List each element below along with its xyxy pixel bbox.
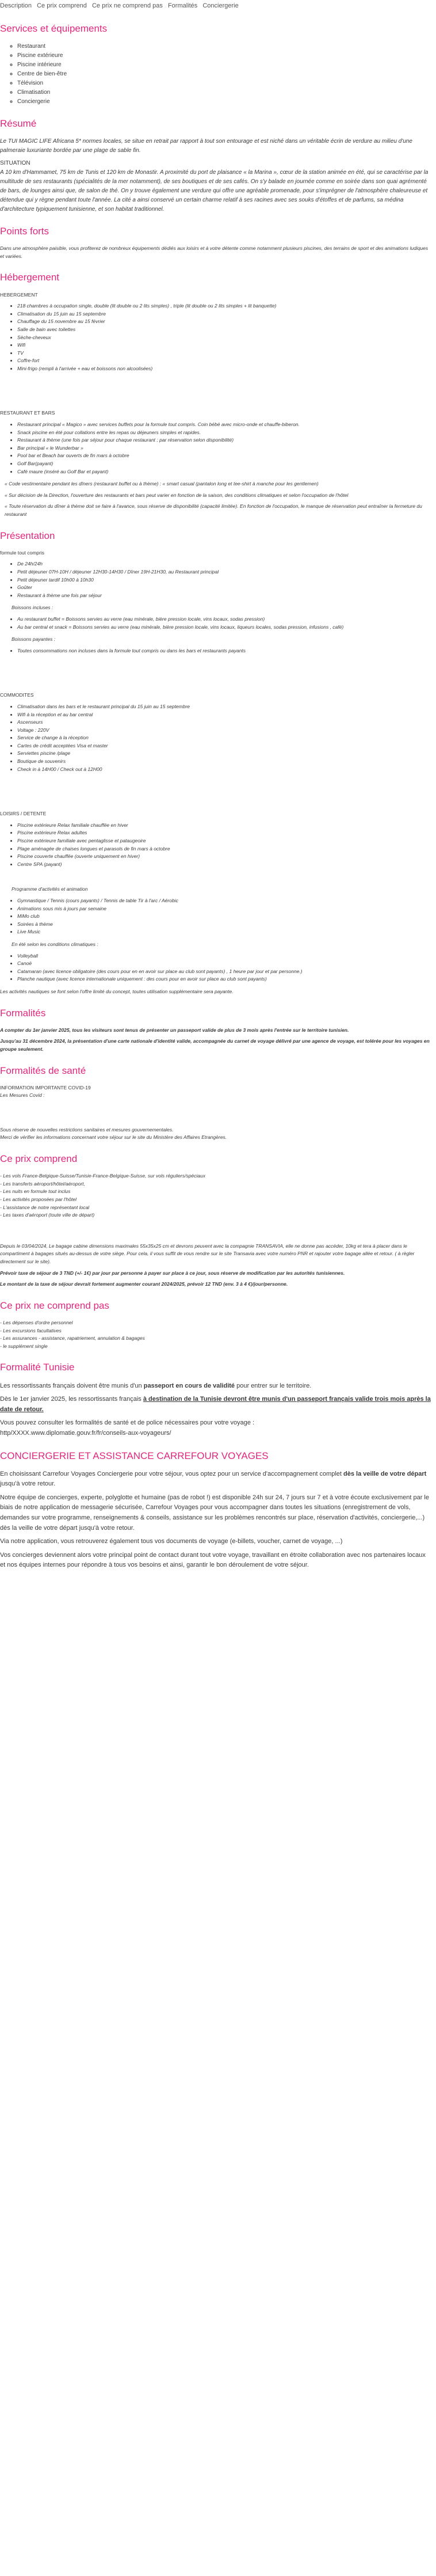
list-item: • Sèche-cheveux	[17, 334, 431, 342]
dress-code-note: « Code vestimentaire pendant les dîners (restaurant buffet ou à thème) : « smart casual (pantalon long et tee-shirt à manche pour les gentlemen)	[5, 481, 319, 487]
list-item: • Plage aménagée de chaises longues et parasols de fin mars à octobre	[17, 845, 431, 853]
list-item: ◦ Restaurant	[17, 42, 431, 51]
list-item: • Restaurant à thème (une fois par séjour pour chaque restaurant ; par réservation selon disponibilité)	[17, 436, 431, 444]
list-item: • Wifi à la réception et au bar central	[17, 711, 431, 719]
list-item: • De 24h/24h	[17, 560, 431, 568]
hebergement-title: Hébergement	[0, 272, 60, 283]
spacer	[0, 873, 431, 886]
tunisie-p2	[0, 1395, 431, 1415]
list-item: • Pool bar et Beach bar ouverts de fin mars à octobre	[17, 452, 431, 460]
tab-bar	[0, 0, 431, 15]
list-item: - Les transferts aéroport/hôtel/aéroport,	[0, 1180, 85, 1187]
conciergerie-p1-pre: En choisissant Carrefour Voyages Conciergerie pour votre séjour, vous optez pour un service d'accompagnement complet	[0, 1470, 344, 1477]
services-list	[0, 42, 431, 107]
covid-measures: Les Mesures Covid :	[0, 1092, 45, 1099]
list-item: • TV	[17, 349, 431, 358]
list-item: • Toutes consommations non incluses dans la formule tout compris ou dans les bars et restaurants payants	[17, 647, 431, 655]
conciergerie-p3: Via notre application, vous retrouverez également tous vos documents de voyage (e-billets, voucher, carnet de voyage, ...)	[0, 1538, 343, 1545]
list-item: • Piscine couverte chauffée (ouverte uniquement en hiver)	[17, 853, 431, 861]
program-list	[0, 897, 431, 936]
situation-text: A 10 km d'Hammamet, 75 km de Tunis et 120 km de Monastir. A proximité du port de plaisance « la Marina », cœur de la station animée en été, qui se caractérise par la multitude de ses restaurants (spécialités de la mer notamment), de ses boutiques et de ses cafés. On s'y balade en journée comme en soirée dans son quai agrémenté de bars, de lounges ainsi que, de salon de thé. On y trouve également une verdure qui offre une agréable promenade, pour s'imprégner de l'atmosphère chaleureuse et détendue qui y règne pendant toute l'année. La cité a ainsi conservé un certain charme relatif à ses racines avec ses souks d'étoffes et de parfums, sa médina d'architecture typiquement tunisienne, et son habitat traditionnel.	[0, 169, 429, 212]
formalites-p1: A compter du 1er janvier 2025, tous les visiteurs sont tenus de présenter un passeport valide de plus de 3 mois après l'entrée sur le territoire tunisien.	[0, 1027, 349, 1033]
conciergerie-p2: Notre équipe de concierges, experte, polyglotte et humaine (pas de robot !) est disponible 24h sur 24, 7 jours sur 7 et à votre écoute exclusivement par le biais de notre application de messagerie sécurisée, Carrefour Voyages pour vous accompagner dans toutes les situations (enregistrement de vols, demandes sur votre programme, renseignements & conseils, assistance sur les problèmes rencontrés sur place, réservation d'activités, conciergerie,...) dès la veille de votre départ jusqu'à votre retour.	[0, 1494, 429, 1532]
list-item: • Mini-frigo (rempli à l'arrivée + eau et boissons non alcoolisées)	[17, 365, 431, 373]
list-item: • MiMo club	[17, 913, 431, 921]
covid-check: Merci de vérifier les informations concernant votre séjour sur le site du Ministère des Affaires Etrangères.	[0, 1134, 227, 1141]
tunisie-p1-pre: Les ressortissants français doivent être munis d'un	[0, 1382, 144, 1389]
list-item: • Restaurant à thème une fois par séjour	[17, 592, 431, 600]
list-item: - Les nuits en formule tout inclus	[0, 1188, 71, 1195]
list-item: • Wifi	[17, 341, 431, 349]
resume-title: Résumé	[0, 117, 37, 129]
points-forts-title: Points forts	[0, 225, 49, 237]
conciergerie-p1-bold: dès la veille de votre départ	[343, 1470, 427, 1477]
excludes-list	[0, 1319, 431, 1350]
program-label: Programme d'activités et animation	[12, 886, 88, 892]
hebergement-label: HEBERGEMENT	[0, 291, 38, 298]
conciergerie-title: CONCIERGERIE ET ASSISTANCE CARREFOUR VOYAGES	[0, 1450, 269, 1461]
list-item: • Canoë	[17, 960, 431, 968]
list-item: - Les activités proposées par l'hôtel	[0, 1196, 77, 1203]
covid-reserve: Sous réserve de nouvelles restrictions sanitaires et mesures gouvernementales.	[0, 1126, 174, 1133]
tunisie-p3: Vous pouvez consulter les formalités de santé et de police nécessaires pour votre voyage :	[0, 1419, 255, 1427]
list-item: • Bar principal « le Wunderbar »	[17, 444, 431, 453]
spacer	[0, 1103, 431, 1126]
tab-description[interactable]: Description	[0, 2, 32, 9]
tunisie-p1	[0, 1381, 431, 1392]
tab-conciergerie[interactable]: Conciergerie	[202, 2, 239, 9]
tab-formalites[interactable]: Formalités	[167, 2, 198, 9]
list-item: • Au restaurant buffet = Boissons servies au verre (eau minérale, bière pression locale, vins locaux, sodas pression)	[17, 615, 431, 624]
list-item: - le supplément single	[0, 1343, 48, 1349]
tunisie-link[interactable]: http/XXXX.www.diplomatie.gouv.fr/fr/conseils-aux-voyageurs/	[0, 1429, 171, 1437]
paying-label: Boissons payantes :	[12, 636, 56, 643]
list-item: - L'assistance de notre représentant local	[0, 1204, 90, 1210]
restaurants-label: RESTAURANT ET BARS	[0, 410, 55, 416]
presentation-title: Présentation	[0, 530, 55, 541]
tax-note-2: Le montant de la taxe de séjour devrait fortement augmenter courant 2024/2025, prévoir 12 TND (env. 3 à 4 €)/jour/personne.	[0, 1281, 288, 1287]
spacer	[0, 1219, 431, 1243]
list-item: • Serviettes piscine /plage	[17, 750, 431, 758]
list-item: • Check in à 14H00 / Check out à 12H00	[17, 766, 431, 774]
list-item: - Les vols France-Belgique-Suisse/Tunisie-France-Belgique-Suisse, sur vols réguliers/spéciaux	[0, 1173, 205, 1179]
list-item: • Service de change à la réception	[17, 734, 431, 742]
list-item: • Live Music	[17, 928, 431, 936]
list-item: • Catamaran (avec licence obligatoire (des cours pour en en avoir sur place au club sont payants) , 1 heure par jour et par personne.)	[17, 968, 431, 976]
list-item: - Les assurances - assistance, rapatriement, annulation & bagages	[0, 1335, 145, 1342]
list-item: • Piscine extérieure familiale avec pentaglisse et pataugeoire	[17, 837, 431, 845]
conciergerie-p1	[0, 1469, 431, 1490]
services-title: Services et équipements	[0, 22, 108, 34]
spacer	[0, 659, 431, 692]
tunisie-p2-bold: à destination de la Tunisie devront être munis d'un passeport français valide trois mois après la date de retour.	[0, 1396, 431, 1413]
list-item: • Gymnastique / Tennis (cours payants) / Tennis de table Tir à l'arc / Aérobic	[17, 897, 431, 905]
tab-includes[interactable]: Ce prix comprend	[37, 2, 87, 9]
loisirs-label: LOISIRS / DETENTE	[0, 811, 47, 817]
hebergement-list	[0, 302, 431, 373]
list-item: ◦ Climatisation	[17, 88, 431, 97]
formalite-tunisie-title: Formalité Tunisie	[0, 1362, 75, 1373]
points-forts-text: Dans une atmosphère paisible, vous profiterez de nombreux équipements dédiés aux loisirs et à votre détente comme notamment plusieurs piscines, des terrains de sport et des animations ludiques et variées.	[0, 245, 429, 259]
conciergerie-p1-post: jusqu'à votre retour.	[0, 1480, 56, 1488]
list-item: - Les taxes d'aéroport (toute ville de départ)	[0, 1212, 95, 1218]
spacer	[0, 377, 431, 409]
list-item: - Les dépenses d'ordre personnel	[0, 1319, 73, 1325]
tax-note: Prévoir taxe de séjour de 3 TND (+/- 1€) par jour par personne à payer sur place à ce jour, sous réserve de modification par les autorités tunisiennes.	[0, 1270, 345, 1276]
includes-list	[0, 1172, 431, 1219]
list-item: • Boutique de souvenirs	[17, 758, 431, 766]
tab-excludes[interactable]: Ce prix ne comprend pas	[91, 2, 163, 9]
opening-note: « Sur décision de la Direction, l'ouverture des restaurants et bars peut varier en fonction de la saison, des conditions climatiques et selon l'occupation de l'hôtel	[5, 492, 349, 498]
list-item: • Snack piscine en été pour collations entre les repas ou déjeuners simples et rapides.	[17, 429, 431, 437]
list-item: • Petit déjeuner 07H-10H / déjeuner 12H30-14H30 / Dîner 19H-21H30, au Restaurant principal	[17, 568, 431, 576]
list-item: • Chauffage du 15 novembre au 15 février	[17, 318, 431, 326]
tunisie-p2-pre: Dès le 1er janvier 2025, les ressortissants français	[0, 1396, 143, 1403]
drinks-label: Boissons incluses :	[12, 605, 53, 611]
list-item: • Cartes de crédit acceptées Visa et master	[17, 742, 431, 750]
list-item: • Centre SPA (payant)	[17, 861, 431, 869]
list-item: • Piscine extérieure Relax familiale chauffée en hiver	[17, 822, 431, 830]
list-item: • 218 chambres à occupation single, double (lit double ou 2 lits simples) , triple (lit double ou 2 lits simples + lit banquette)	[17, 302, 431, 310]
commodites-label: COMMODITES	[0, 692, 34, 698]
list-item: • Climatisation du 15 juin au 15 septembre	[17, 310, 431, 318]
conciergerie-p4: Vos concierges deviennent alors votre principal point de contact durant tout votre voyage, travaillant en étroite collaboration avec nos partenaires locaux et nos équipes internes pour répondre à tous vos besoins et ainsi, garantir le bon déroulement de votre séjour.	[0, 1551, 426, 1569]
list-item: • Piscine extérieure Relax adultes	[17, 829, 431, 837]
spacer	[0, 778, 431, 810]
tunisie-p1-post: pour entrer sur le territoire.	[235, 1382, 312, 1389]
list-item: ◦ Piscine intérieure	[17, 60, 431, 70]
list-item: - Les excursions facultatives	[0, 1327, 62, 1333]
list-item: ◦ Télévision	[17, 79, 431, 88]
list-item: • Petit déjeuner tardif 10h00 à 10h30	[17, 576, 431, 584]
list-item: • Ascenseurs	[17, 719, 431, 727]
tunisie-p1-bold: passeport en cours de validité	[143, 1382, 235, 1389]
list-item: • Animations sous mis à jours par semaine	[17, 905, 431, 913]
list-item: • Café maure (inséré au Golf Bar et payant)	[17, 468, 431, 476]
formalites-title: Formalités	[0, 1007, 46, 1019]
summer-list	[0, 952, 431, 983]
list-item: ◦ Piscine extérieure	[17, 51, 431, 60]
list-item: • Voltage : 220V	[17, 727, 431, 735]
excludes-title: Ce prix ne comprend pas	[0, 1300, 109, 1311]
list-item: • Climatisation dans les bars et le restaurant principal du 15 juin au 15 septembre	[17, 703, 431, 711]
restaurants-list	[0, 421, 431, 476]
list-item: • Planche nautique (avec licence internationale uniquement : des cours pour en avoir sur place au club sont payants)	[17, 975, 431, 983]
activities-note: Les activités nautiques se font selon l'offre limité du concept, toutes utilisation supplémentaire sera payante.	[0, 988, 234, 994]
summer-label: En été selon les conditions climatiques :	[12, 941, 98, 947]
drinks-list	[0, 615, 431, 631]
formula-label: formule tout compris	[0, 549, 44, 556]
list-item: • Salle de bain avec toilettes	[17, 326, 431, 334]
list-item: • Au bar central et snack = Boissons servies au verre (eau minérale, bière pression locale, vins locaux, liqueurs locales, sodas pression, infusions , café)	[17, 624, 431, 632]
includes-title: Ce prix comprend	[0, 1153, 78, 1165]
paying-list	[0, 647, 431, 655]
list-item: • Golf Bar(payant)	[17, 460, 431, 468]
loisirs-list	[0, 822, 431, 869]
baggage-note: Depuis le 03/04/2024, Le bagage cabine dimensions maximales 55x35x25 cm et devrons peuvent avec la compagnie TRANSAVIA, elle ne donne pas accéder, 10kg et tera à placer dans le compartiment à bagages situés au-dessus de votre siège. Pour cela, il vous suffit de vous rendre sur le site Transavia avec votre numéro PNR et rajouter votre bagage allée et retour. ( à règler directement sur le site).	[0, 1243, 415, 1264]
reservation-note: « Toute réservation du dîner à thème doit se faire à l'avance, sous réserve de disponibilité (capacité limitée). En fonction de l'occupation, le manque de réservation peut entraîner la fermeture du restaurant	[5, 503, 422, 517]
resume-intro: Le TUI MAGIC LIFE Africana 5* normes locales, se situe en retrait par rapport à tout son entourage et est niché dans un véritable écrin de verdure au milieu d'une palmeraie luxuriante bordée par une plage de sable fin.	[0, 138, 412, 154]
list-item: • Coffre-fort	[17, 357, 431, 365]
formalites-p2: Jusqu'au 31 décembre 2024, la présentation d'une carte nationale d'identité valide, accompagnée du carnet de voyage délivré par une agence de voyage, est tolérée pour les voyages en groupe seulement.	[0, 1038, 430, 1052]
commodites-list	[0, 703, 431, 773]
covid-title: INFORMATION IMPORTANTE COVID-19	[0, 1084, 91, 1091]
list-item: • Volleyball	[17, 952, 431, 960]
list-item: ◦ Conciergerie	[17, 97, 431, 107]
list-item: • Restaurant principal « Magico » avec services buffets pour la formule tout compris. Coin bébé avec micro-onde et chauffe-biberon.	[17, 421, 431, 429]
sante-title: Formalités de santé	[0, 1065, 86, 1076]
situation-label: SITUATION	[0, 159, 30, 166]
list-item: • Soirées à thème	[17, 921, 431, 929]
list-item: • Goûter	[17, 584, 431, 592]
list-item: ◦ Centre de bien-être	[17, 70, 431, 79]
formula-list	[0, 560, 431, 599]
